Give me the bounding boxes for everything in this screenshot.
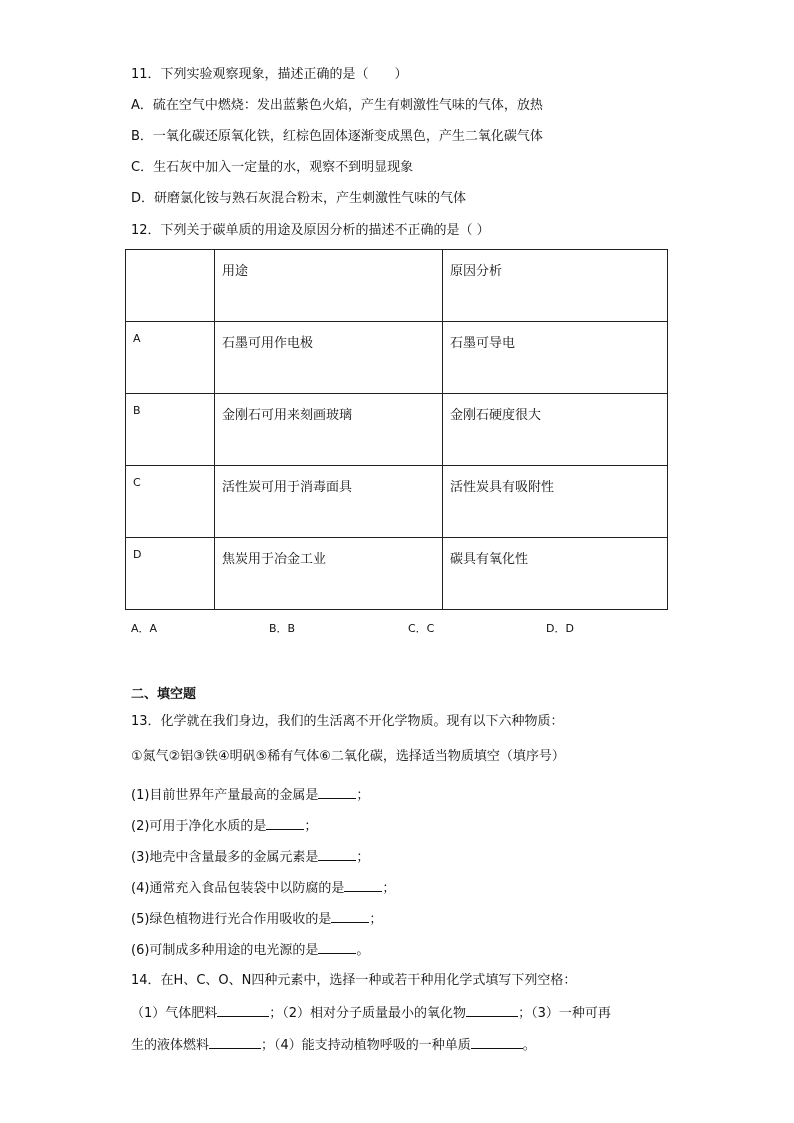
table-cell: 石墨可导电 [443, 322, 668, 394]
q14-stem: 14．在H、C、O、N四种元素中，选择一种或若干种用化学式填写下列空格： [131, 973, 577, 988]
q14-line2: 生的液体燃料 ；（4）能支持动植物呼吸的一种单质 。 [131, 1035, 536, 1055]
answer-blank[interactable] [331, 909, 369, 923]
q11-option-a: A．硫在空气中燃烧：发出蓝紫色火焰，产生有刺激性气味的气体，放热 [131, 98, 543, 113]
answer-blank[interactable] [318, 847, 356, 861]
answer-blank[interactable] [344, 878, 382, 892]
table-cell: 金刚石可用来刻画玻璃 [215, 394, 443, 466]
table-cell: C [126, 466, 215, 538]
table-cell: A [126, 322, 215, 394]
q12-stem: 12．下列关于碳单质的用途及原因分析的描述不正确的是（ ） [131, 223, 490, 238]
answer-blank[interactable] [471, 1035, 523, 1049]
q14-line1: （1）气体肥料 ；（2）相对分子质量最小的氧化物 ；（3）一种可再 [131, 1003, 611, 1023]
table-cell: D [126, 538, 215, 610]
q13-item: (5)绿色植物进行光合作用吸收的是 ； [131, 909, 382, 929]
answer-blank[interactable] [266, 816, 304, 830]
q11-option-d: D．研磨氯化铵与熟石灰混合粉末，产生刺激性气味的气体 [131, 191, 467, 206]
q13-item: (2)可用于净化水质的是 ； [131, 816, 317, 836]
q12-choice-b: B．B [269, 622, 296, 635]
q12-choice-d: D．D [546, 622, 574, 635]
table-row [126, 394, 668, 466]
table-row [126, 250, 668, 322]
table-cell: 金刚石硬度很大 [443, 394, 668, 466]
table-header-cell [126, 250, 215, 322]
table-row [126, 538, 668, 610]
table-cell: 活性炭可用于消毒面具 [215, 466, 443, 538]
table-cell: 石墨可用作电极 [215, 322, 443, 394]
table-cell: 碳具有氧化性 [443, 538, 668, 610]
table-row [126, 466, 668, 538]
q11-stem: 11．下列实验观察现象，描述正确的是（ ） [131, 67, 408, 82]
q13-materials: ①氮气②铝③铁④明矾⑤稀有气体⑥二氧化碳，选择适当物质填空（填序号） [131, 749, 565, 764]
table-row [126, 322, 668, 394]
q11-option-c: C．生石灰中加入一定量的水，观察不到明显现象 [131, 160, 414, 175]
answer-blank[interactable] [217, 1003, 269, 1017]
answer-blank[interactable] [318, 940, 356, 954]
answer-blank[interactable] [318, 785, 356, 799]
table-cell: 活性炭具有吸附性 [443, 466, 668, 538]
table-cell: B [126, 394, 215, 466]
q12-choice-a: A．A [131, 622, 158, 635]
table-header-cell: 用途 [215, 250, 443, 322]
table-header-cell: 原因分析 [443, 250, 668, 322]
q13-stem: 13．化学就在我们身边，我们的生活离不开化学物质。现有以下六种物质： [131, 714, 564, 729]
q12-choice-c: C．C [408, 622, 435, 635]
q13-item: (1)目前世界年产量最高的金属是 ； [131, 785, 369, 805]
q13-item: (6)可制成多种用途的电光源的是 。 [131, 940, 369, 960]
answer-blank[interactable] [209, 1035, 261, 1049]
q13-item: (4)通常充入食品包装袋中以防腐的是 ； [131, 878, 395, 898]
q12-table [125, 249, 668, 610]
answer-blank[interactable] [466, 1003, 518, 1017]
q11-option-b: B．一氧化碳还原氧化铁，红棕色固体逐渐变成黑色，产生二氧化碳气体 [131, 129, 543, 144]
table-cell: 焦炭用于冶金工业 [215, 538, 443, 610]
q13-item: (3)地壳中含量最多的金属元素是 ； [131, 847, 369, 867]
section-title: 二、填空题 [131, 687, 197, 702]
